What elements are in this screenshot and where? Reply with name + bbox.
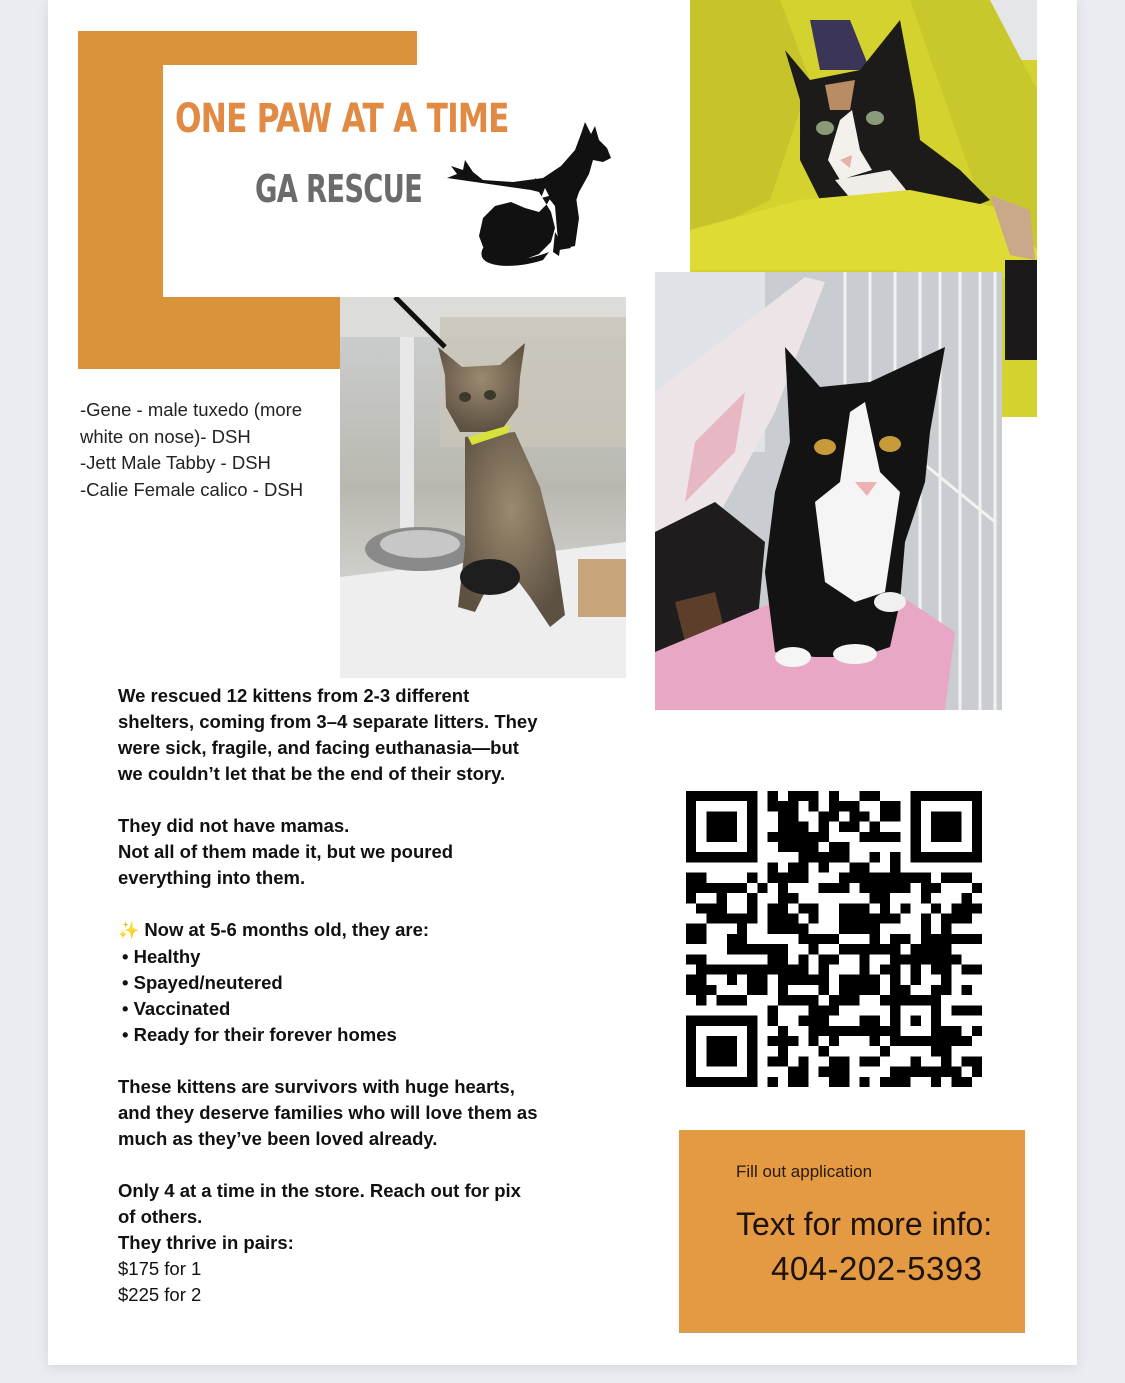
story-line: we couldn’t let that be the end of their story. (118, 763, 506, 784)
story-line: They thrive in pairs: (118, 1232, 294, 1253)
cat-list-item: white on nose)- DSH (80, 425, 251, 447)
qr-code[interactable] (686, 791, 982, 1087)
tabby-kitten-photo (340, 297, 626, 678)
status-list-item: • Vaccinated (122, 998, 231, 1019)
page-title: ONE PAW AT A TIME (175, 96, 509, 142)
story-line: were sick, fragile, and facing euthanasia—but (118, 737, 519, 758)
status-list-item: • Ready for their forever homes (122, 1024, 397, 1045)
price-line: $225 for 2 (118, 1284, 202, 1305)
story-line: Only 4 at a time in the store. Reach out for pix (118, 1180, 521, 1201)
story-line: of others. (118, 1206, 203, 1227)
story-line: much as they’ve been loved already. (118, 1128, 438, 1149)
sparkles-icon: ✨ (118, 921, 140, 940)
cat-list-item: -Gene - male tuxedo (more (80, 399, 303, 420)
story-line: Not all of them made it, but we poured (118, 841, 454, 862)
contact-info-box (679, 1130, 1025, 1332)
story-line: shelters, coming from 3–4 separate litters. They (118, 711, 538, 732)
story-text (118, 683, 578, 1308)
tuxedo-kitten-photo (655, 272, 1002, 710)
status-list-item: • Spayed/neutered (122, 972, 283, 993)
page-subtitle: GA RESCUE (255, 167, 423, 211)
cat-list (80, 397, 335, 503)
story-line: These kittens are survivors with huge hearts, (118, 1076, 515, 1097)
cat-list-item: -Calie Female calico - DSH (80, 478, 304, 500)
story-line: everything into them. (118, 867, 306, 888)
phone-number[interactable]: 404-202-5393 (771, 1250, 983, 1287)
status-list-item: • Healthy (122, 946, 201, 967)
text-for-info-label: Text for more info: (736, 1206, 993, 1242)
story-line: and they deserve families who will love them as (118, 1102, 538, 1123)
status-intro: ✨ Now at 5-6 months old, they are: (118, 919, 430, 940)
story-line: We rescued 12 kittens from 2-3 different (118, 685, 470, 706)
dog-and-cat-silhouette-icon (443, 120, 613, 270)
story-line: They did not have mamas. (118, 815, 350, 836)
cat-list-item: -Jett Male Tabby - DSH (80, 452, 271, 473)
orange-bracket-bottom (78, 297, 348, 369)
price-line: $175 for 1 (118, 1258, 202, 1279)
fill-application-text: Fill out application (736, 1162, 873, 1181)
